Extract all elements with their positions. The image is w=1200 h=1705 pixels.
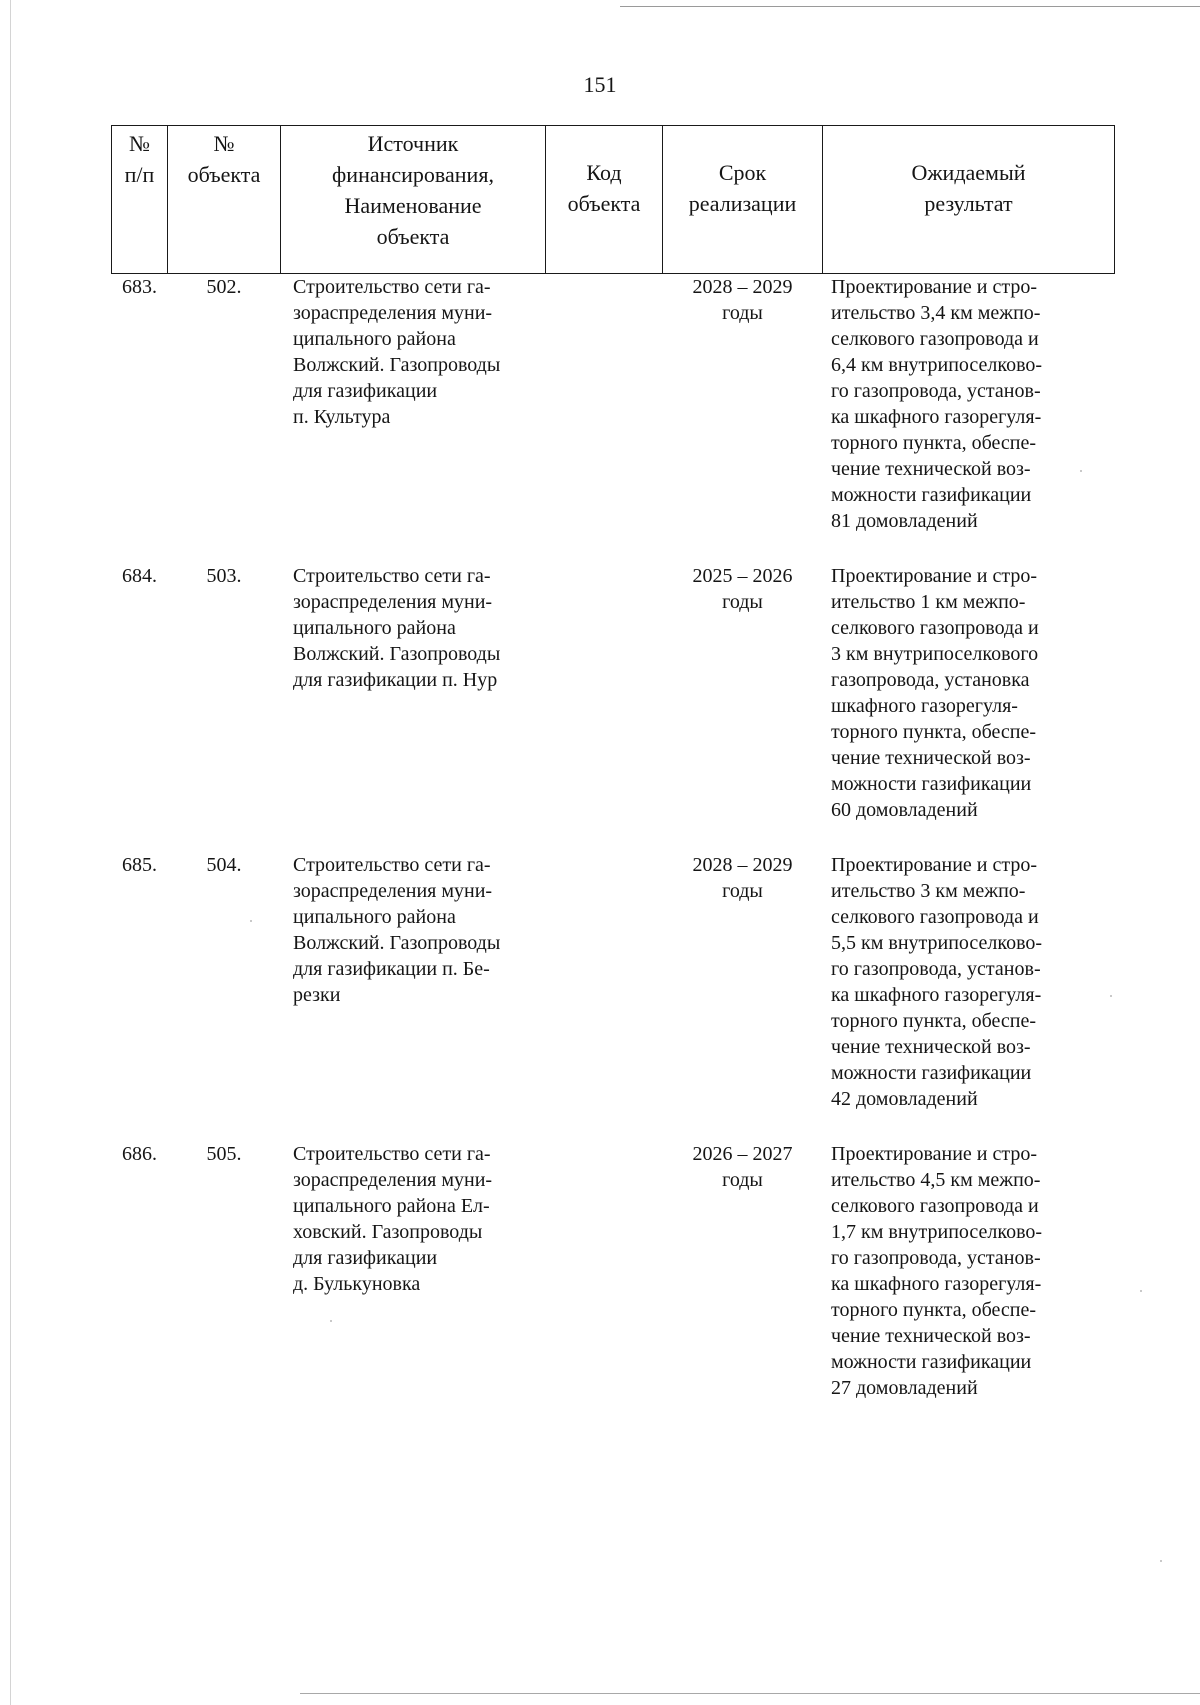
page-number: 151	[583, 72, 617, 97]
scan-speck	[330, 1320, 332, 1322]
implementation-term: 2025 – 2026 годы	[692, 565, 793, 613]
header-expected-result: Ожидаемый результат	[823, 126, 1115, 274]
table-row	[112, 563, 1115, 852]
object-code	[546, 274, 663, 564]
row-number: 686.	[122, 1143, 157, 1165]
implementation-term: 2026 – 2027 годы	[692, 1143, 793, 1191]
table-row	[112, 852, 1115, 1141]
row-number: 685.	[122, 854, 157, 876]
header-object-code: Код объекта	[546, 126, 663, 274]
object-number: 502.	[206, 276, 242, 298]
implementation-term: 2028 – 2029 годы	[692, 276, 793, 324]
expected-result: Проектирование и стро- ительство 3 км межпо- селкового газопровода и 5,5 км внутрипоселково- го газопровода, установ- ка шкафного газорегуля- торного пункта, обеспе- чение технической воз- можности газификации 42 домовладений	[831, 854, 1043, 1110]
scan-speck	[1080, 470, 1082, 472]
object-number: 504.	[206, 854, 242, 876]
table-row	[112, 274, 1115, 564]
header-object-number: № объекта	[168, 126, 281, 274]
object-code	[546, 852, 663, 1141]
object-name: Строительство сети га- зораспределения муни- ципального района Волжский. Газопроводы для газификации п. Нур	[293, 565, 501, 691]
scan-edge-left	[10, 0, 11, 1705]
scan-speck	[250, 920, 252, 922]
table-header	[112, 126, 1115, 274]
expected-result: Проектирование и стро- ительство 1 км межпо- селкового газопровода и 3 км внутрипоселкового газопровода, установка шкафного газорегуля- торного пункта, обеспе- чение технической воз- можности газификации 60 домовладений	[831, 565, 1039, 821]
object-name: Строительство сети га- зораспределения муни- ципального района Волжский. Газопроводы для газификации п. Культура	[293, 276, 501, 428]
table-row	[112, 1141, 1115, 1401]
scan-speck	[1110, 995, 1112, 997]
implementation-term: 2028 – 2029 годы	[692, 854, 793, 902]
object-number: 503.	[206, 565, 242, 587]
object-name: Строительство сети га- зораспределения муни- ципального района Ел- ховский. Газопроводы для газификации д. Булькуновка	[293, 1143, 493, 1295]
row-number: 684.	[122, 565, 157, 587]
header-term: Срок реализации	[663, 126, 823, 274]
scan-speck	[1160, 1560, 1162, 1562]
header-row-number: № п/п	[112, 126, 168, 274]
object-number: 505.	[206, 1143, 242, 1165]
object-code	[546, 1141, 663, 1401]
scan-speck	[1140, 1290, 1142, 1292]
scan-edge-top	[620, 6, 1200, 7]
row-number: 683.	[122, 276, 157, 298]
object-name: Строительство сети га- зораспределения муни- ципального района Волжский. Газопроводы для газификации п. Бе- резки	[293, 854, 501, 1006]
object-code	[546, 563, 663, 852]
gasification-table	[111, 125, 1115, 1401]
scan-edge-bottom	[300, 1693, 1200, 1694]
expected-result: Проектирование и стро- ительство 4,5 км межпо- селкового газопровода и 1,7 км внутрипоселково- го газопровода, установ- ка шкафного газорегуля- торного пункта, обеспе- чение технической воз- можности газификации 27 домовладений	[831, 1143, 1043, 1399]
header-funding-source: Источник финансирования, Наименование объекта	[281, 126, 546, 274]
expected-result: Проектирование и стро- ительство 3,4 км межпо- селкового газопровода и 6,4 км внутрипоселково- го газопровода, установ- ка шкафного газорегуля- торного пункта, обеспе- чение технической воз- можности газификации 81 домовладений	[831, 276, 1043, 532]
